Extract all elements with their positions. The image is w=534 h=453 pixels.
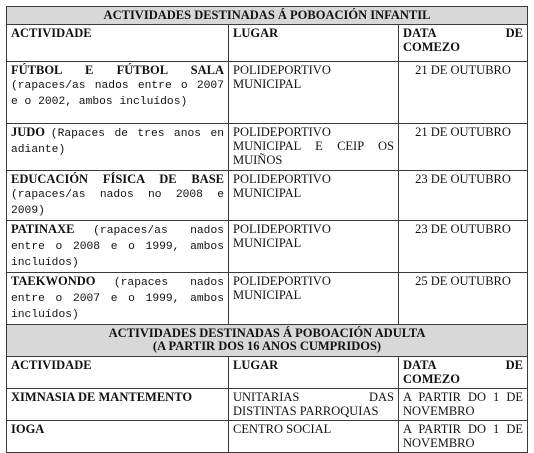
activity-detail: (Rapaces de tres anos en adiante) (11, 127, 225, 156)
header-place: LUGAR (229, 24, 399, 61)
place-cell: POLIDEPORTIVO MUNICIPAL (229, 272, 399, 324)
date-cell: 21 DE OUTUBRO (399, 61, 528, 123)
activity-name: JUDO (11, 124, 46, 139)
activity-detail: (rapaces/as nados entre o 2008 e o 1999, ambos incluídos) (11, 224, 224, 269)
place-cell: POLIDEPORTIVO MUNICIPAL (229, 61, 399, 123)
date-cell: 21 DE OUTUBRO (399, 123, 528, 170)
place-cell: POLIDEPORTIVO MUNICIPAL (229, 220, 399, 272)
table-row (7, 272, 528, 324)
date-cell: 23 DE OUTUBRO (399, 220, 528, 272)
header-date-word: DATA (403, 357, 437, 372)
activity-cell (7, 220, 229, 272)
date-cell: A PARTIR DO 1 DE NOVEMBRO (399, 388, 528, 420)
activity-name: IOGA (11, 421, 45, 436)
activity-name: PATINAXE (11, 221, 75, 236)
table-row (7, 420, 528, 452)
header-date-word: DATA (403, 25, 437, 40)
header-start-date (399, 24, 528, 61)
date-cell: 25 DE OUTUBRO (399, 272, 528, 324)
column-header-row (7, 356, 528, 388)
header-de-word: DE (505, 25, 523, 40)
header-start-date (399, 356, 528, 388)
place-cell: POLIDEPORTIVO MUNICIPAL E CEIP OS MUIÑOS (229, 123, 399, 170)
activity-cell (7, 272, 229, 324)
activity-name: FÚTBOL E FÚTBOL SALA (11, 62, 224, 77)
activity-name: EDUCACIÓN FÍSICA DE BASE (11, 171, 224, 186)
header-comezo-word: COMEZO (403, 39, 460, 54)
section-header-children (7, 7, 528, 25)
table-row (7, 123, 528, 170)
activity-cell (7, 388, 229, 420)
header-activity: ACTIVIDADE (7, 356, 229, 388)
activity-detail: (rapaces nados entre o 2007 e o 1999, ambos incluídos) (11, 276, 224, 321)
activities-table (6, 6, 528, 453)
table-row (7, 170, 528, 220)
activity-cell (7, 123, 229, 170)
header-place: LUGAR (229, 356, 399, 388)
section-header-adults (7, 324, 528, 356)
date-cell: 23 DE OUTUBRO (399, 170, 528, 220)
section-title: ACTIVIDADES DESTINADAS Á POBOACIÓN ADULTA (108, 325, 426, 340)
place-cell: CENTRO SOCIAL (229, 420, 399, 452)
activity-cell (7, 61, 229, 123)
column-header-row (7, 24, 528, 61)
activity-name: TAEKWONDO (11, 273, 96, 288)
place-cell: UNITARIAS DAS DISTINTAS PARROQUIAS (229, 388, 399, 420)
section-title-cell (7, 324, 528, 356)
date-cell: A PARTIR DO 1 DE NOVEMBRO (399, 420, 528, 452)
place-cell: POLIDEPORTIVO MUNICIPAL (229, 170, 399, 220)
section-title: ACTIVIDADES DESTINADAS Á POBOACIÓN INFANTIL (7, 7, 528, 25)
header-activity: ACTIVIDADE (7, 24, 229, 61)
section-subtitle: (A PARTIR DOS 16 ANOS CUMPRIDOS) (152, 339, 382, 353)
table-row (7, 388, 528, 420)
header-comezo-word: COMEZO (403, 371, 460, 386)
table-row (7, 61, 528, 123)
activity-cell (7, 170, 229, 220)
header-de-word: DE (505, 357, 523, 372)
table-row (7, 220, 528, 272)
activity-detail: (rapaces/as nados no 2008 e 2009) (11, 188, 224, 217)
activity-name: XIMNASIA DE MANTEMENTO (11, 389, 193, 404)
activity-cell (7, 420, 229, 452)
activity-detail: (rapaces/as nados entre o 2007 e o 2002, ambos incluídos) (11, 79, 224, 108)
